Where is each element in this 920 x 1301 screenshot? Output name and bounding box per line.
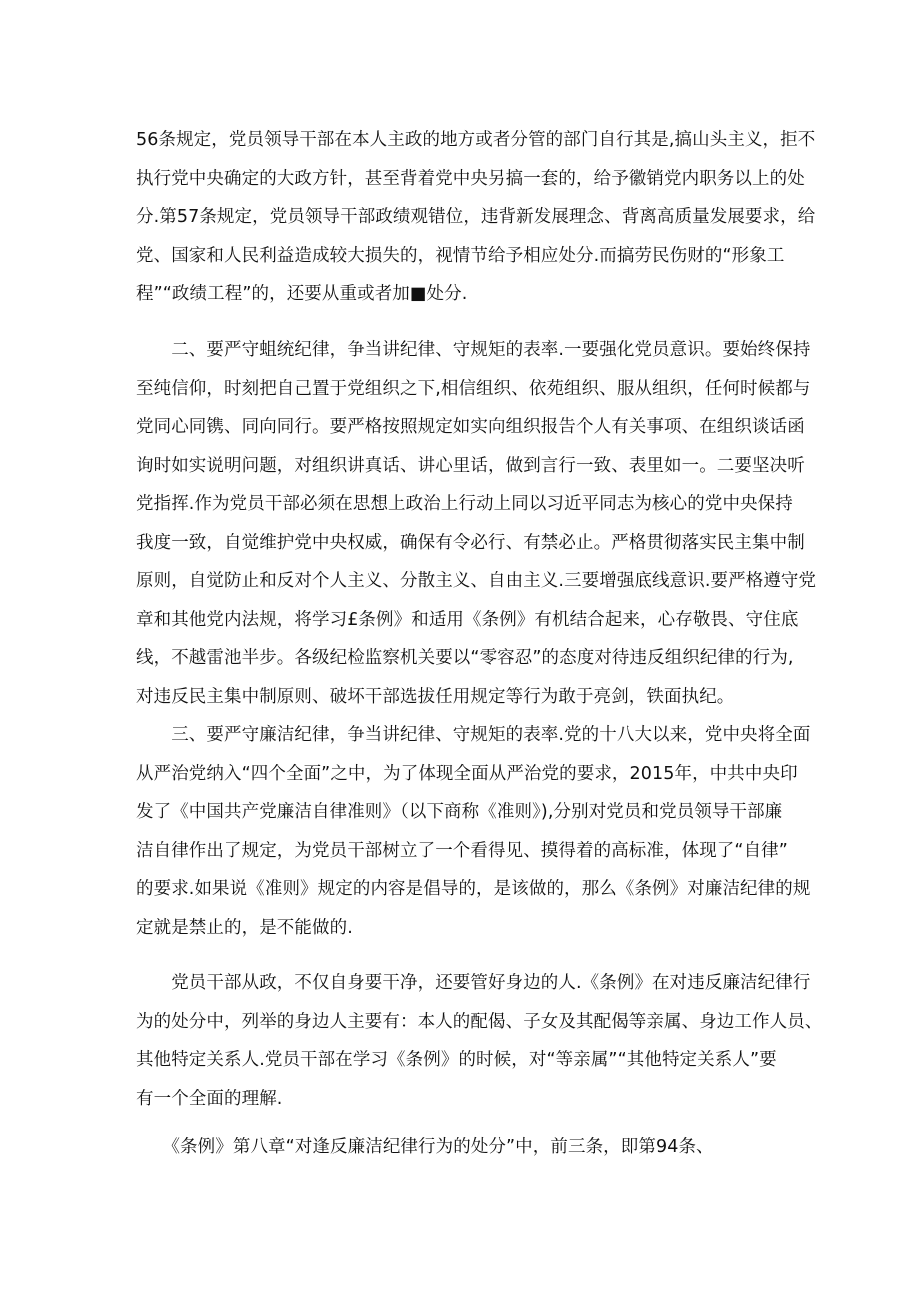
text-line: 党员干部从政，不仅自身要干净，还要管好身边的人.《条例》在对违反廉洁纪律行 xyxy=(136,973,811,993)
text-line: 原则，自觉防止和反对个人主义、分散主义、自由主义.三要增强底线意识.要严格遵守党 xyxy=(136,571,817,591)
paragraph-4 xyxy=(136,964,823,1118)
text-line: 程”“政绩工程”的，还要从重或者加■处分. xyxy=(136,284,468,304)
text-line: 章和其他党内法规，将学习£条例》和适用《条例》有机结合起来，心存敬畏、守住底 xyxy=(136,609,799,630)
text-line: 为的处分中，列举的身边人主要有：本人的配偈、子女及其配偈等亲属、身边工作人员、 xyxy=(136,1011,823,1032)
text-line: 党、国家和人民利益造成较大损失的，视情节给予相应处分.而搞劳民伤财的“形象工 xyxy=(136,245,785,266)
text-line: 从严治党纳入“四个全面”之中，为了体现全面从严治党的要求，2015年，中共中央印 xyxy=(136,763,798,784)
text-line: 分.第57条规定，党员领导干部政绩观错位，违背新发展理念、背离高质量发展要求，给 xyxy=(136,207,816,227)
text-line: 的要求.如果说《准则》规定的内容是倡导的，是该做的，那么《条例》对廉洁纪律的规 xyxy=(136,879,811,899)
text-line: 56条规定，党员领导干部在本人主政的地方或者分管的部门自行其是,搞山头主义，拒不 xyxy=(136,130,816,150)
text-line: 其他特定关系人.党员干部在学习《条例》的时候，对“等亲属”“其他特定关系人”要 xyxy=(136,1050,777,1070)
text-line: 线，不越雷池半步。各级纪检监察机关要以“零容忍”的态度对待违反组织纪律的行为, xyxy=(136,648,794,668)
paragraph-1 xyxy=(136,121,816,314)
text-line: 询时如实说明问题，对组织讲真话、讲心里话，做到言行一致、表里如一。二要坚决听 xyxy=(136,455,805,476)
text-line: 我度一致，自觉维护党中央权威，确保有令必行、有禁必止。严格贯彻落实民主集中制 xyxy=(136,532,805,553)
text-line: 《条例》第八章“对逢反廉洁纪律行为的处分”中，前三条，即第94条、 xyxy=(136,1137,714,1157)
text-line: 执行党中央确定的大政方针，甚至背着党中央另搞一套的，给予徽销党内职务以上的处 xyxy=(136,168,805,189)
text-line: 党指挥.作为党员干部必须在思想上政治上行动上同以习近平同志为核心的党中央保持 xyxy=(136,494,793,514)
text-line: 对违反民主集中制原则、破坏干部选拔任用规定等行为敢于亮剑，铁面执纪。 xyxy=(136,686,735,707)
text-line: 有一个全面的理解. xyxy=(136,1088,283,1109)
paragraph-2 xyxy=(136,331,817,716)
paragraph-3 xyxy=(136,716,811,947)
text-line: 发了《中国共产党廉洁自律准则》（以下商称《准则》),分别对党员和党员领导干部廉 xyxy=(136,802,783,822)
text-line: 洁自律作出了规定，为党员干部树立了一个看得见、摸得着的高标准，体现了“自律” xyxy=(136,840,788,861)
text-line: 至纯信仰，时刻把自己置于党组织之下,相信组织、依苑组织、服从组织，任何时候都与 xyxy=(136,378,811,399)
text-line: 党同心同镌、同向同行。要严格按照规定如实向组织报告个人有关事项、在组织谈话函 xyxy=(136,417,805,437)
paragraph-5 xyxy=(136,1128,786,1167)
text-line: 二、要严守蛆统纪律，争当讲纪律、守规矩的表率.一要强化党员意识。要始终保持 xyxy=(136,340,811,360)
text-line: 定就是禁止的，是不能做的. xyxy=(136,917,353,938)
text-line: 三、要严守廉洁纪律，争当讲纪律、守规矩的表率.党的十八大以来，党中央将全面 xyxy=(136,725,811,745)
